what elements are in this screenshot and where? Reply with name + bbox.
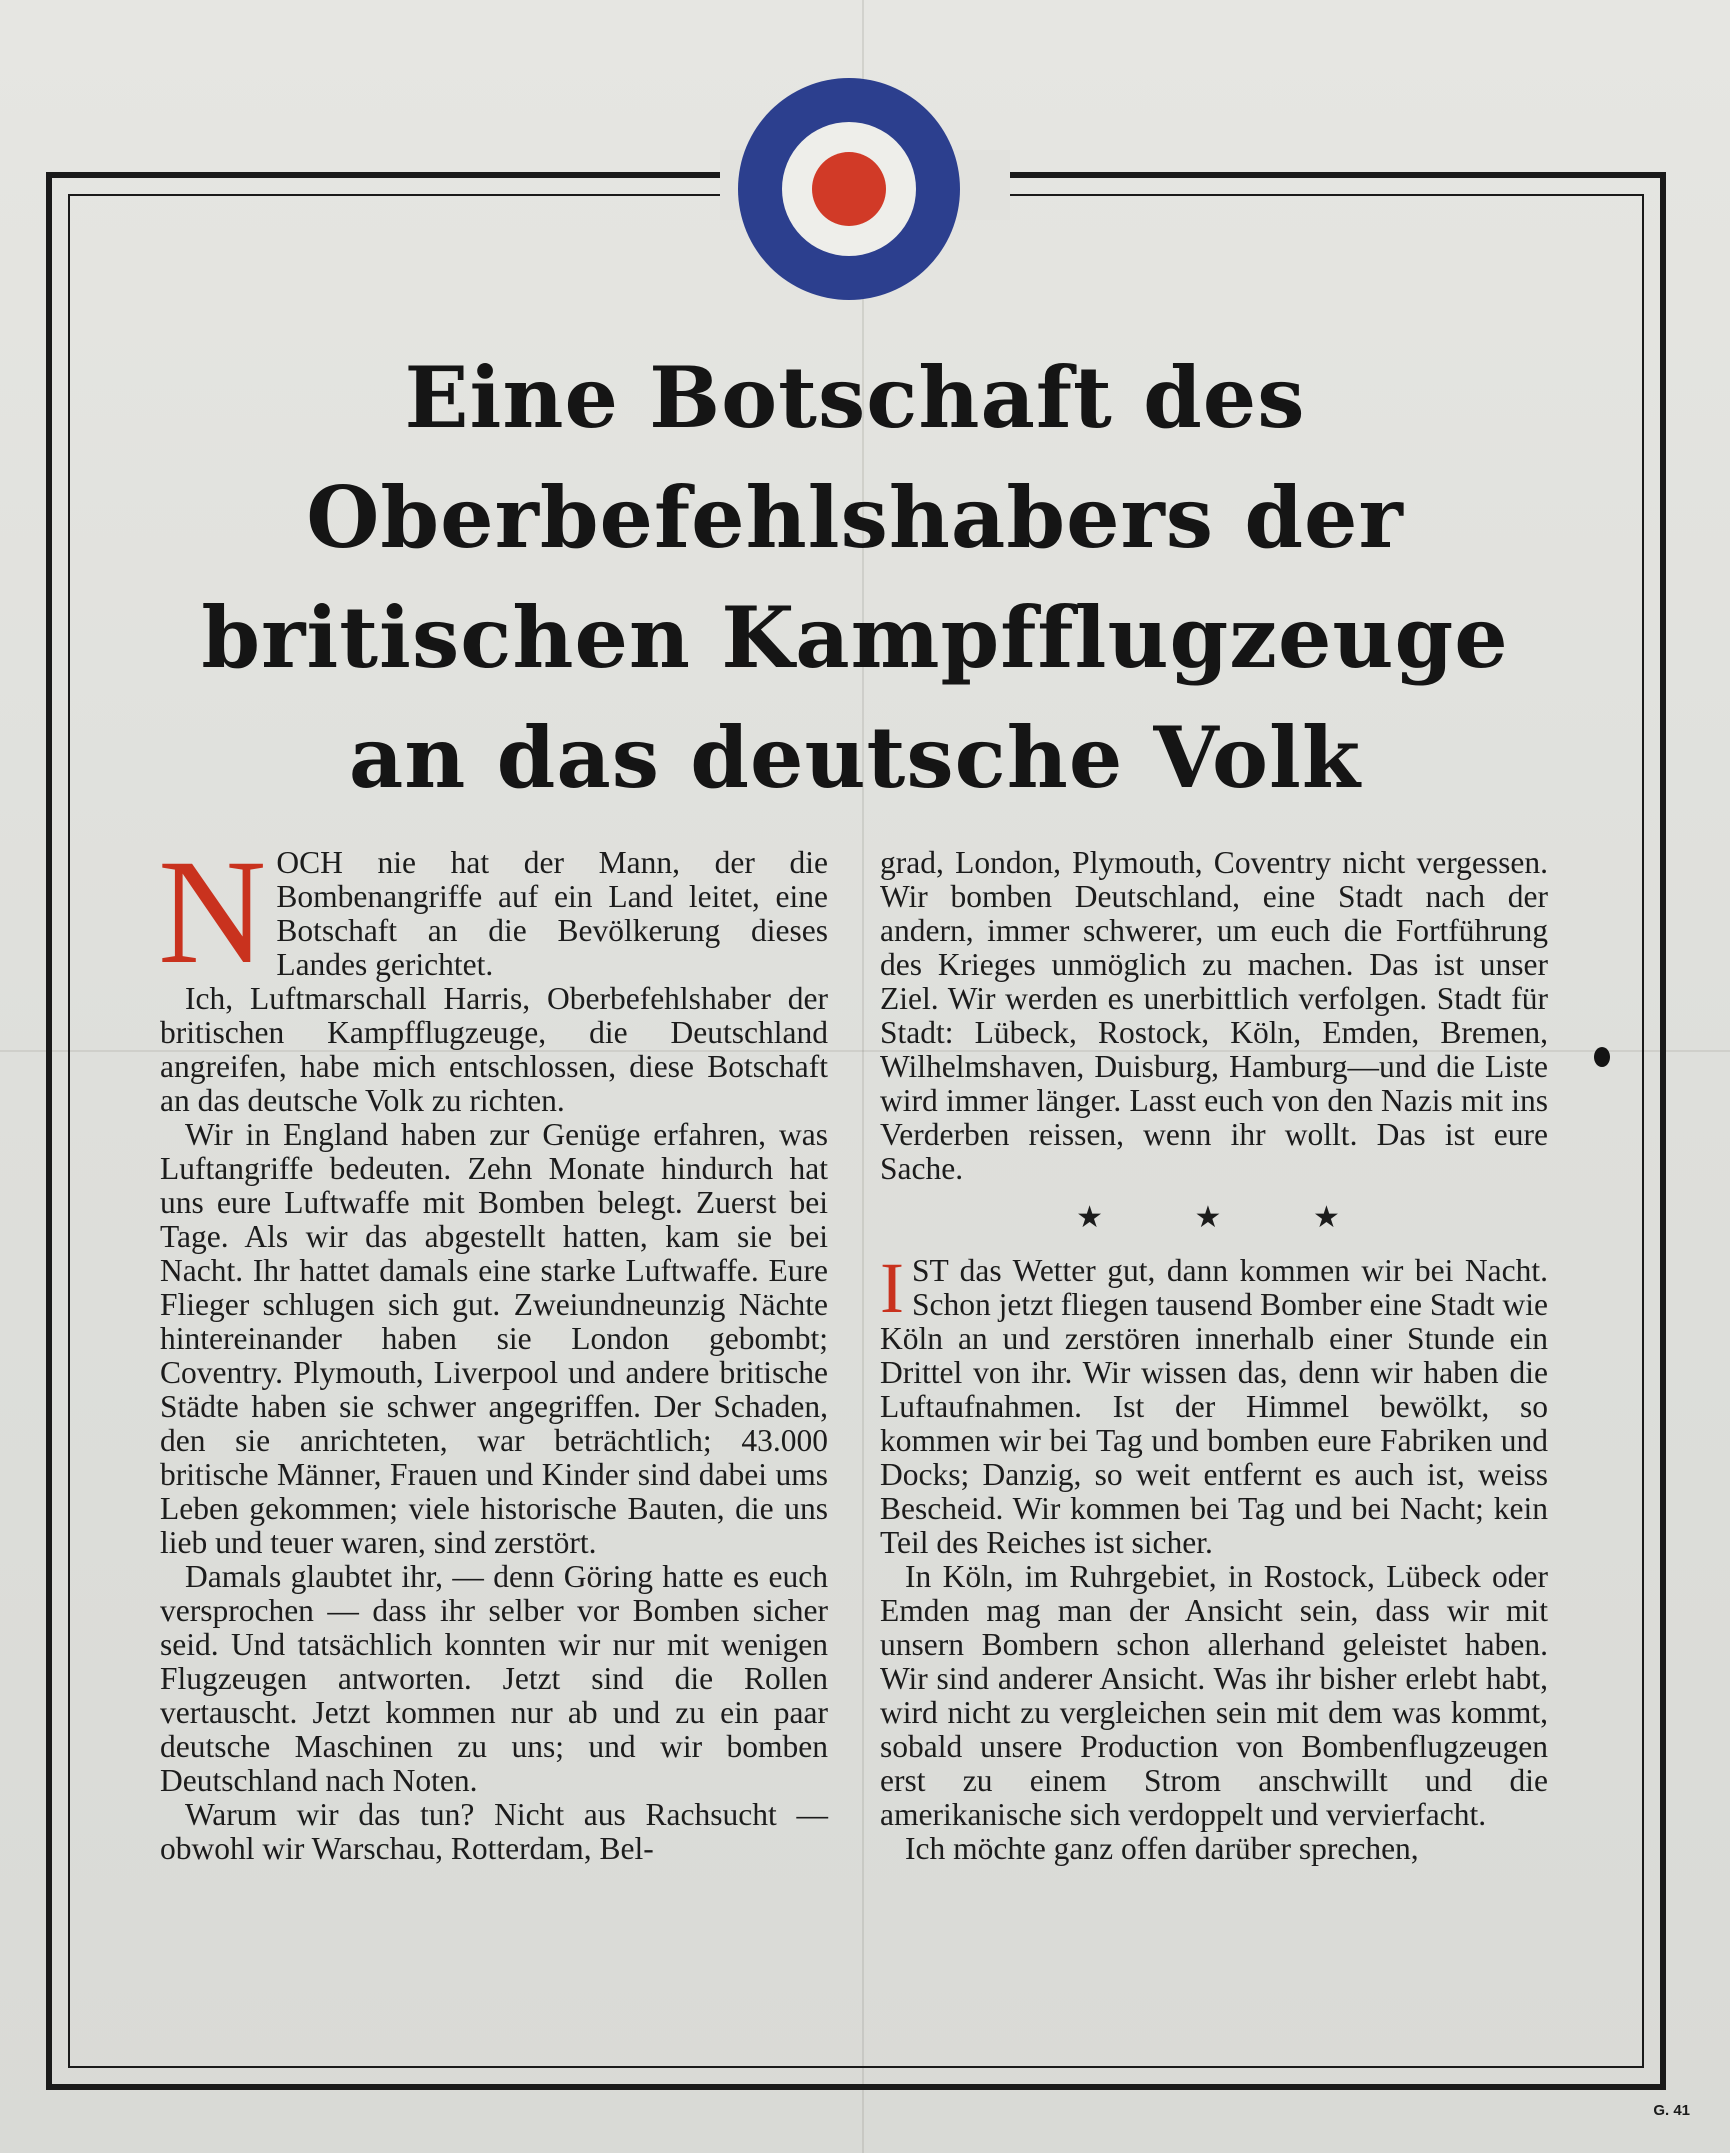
dropcap-i: I — [880, 1248, 904, 1328]
paragraph: Damals glaubtet ihr, — denn Göring hatte es euch versprochen — dass ihr selber vor Bomben sicher seid. Und tatsächlich konnten wir nur mit wenigen Flugzeugen antworten. Jetzt sind die Rollen vertauscht. Jetzt kommen nur ab und zu ein paar deutsche Maschinen zu uns; und wir bomben Deutschland nach Noten. — [160, 1559, 828, 1798]
paragraph: OCH nie hat der Mann, der die Bombenangriffe auf ein Land leitet, eine Botschaft an die Bevölkerung dieses Landes gerichtet. — [276, 845, 828, 982]
headline-line-1: Eine Botschaft des — [404, 348, 1306, 447]
paragraph: Wir in England haben zur Genüge erfahren, was Luftangriffe bedeuten. Zehn Monate hindurch hat uns eure Luftwaffe mit Bomben belegt. Zuerst bei Tage. Als wir das abgestellt hatten, kam sie bei Nacht. Ihr hattet damals eine starke Luftwaffe. Eure Flieger schlugen sich gut. Zweiundneunzig Nächte hintereinander haben sie London gebombt; Coventry. Plymouth, Liverpool und andere britische Städte haben sie schwer angegriffen. Der Schaden, den sie anrichteten, war beträchtlich; 43.000 britische Männer, Frauen und Kinder sind dabei ums Leben gekommen; viele historische Bauten, die uns lieb und teuer waren, sind zerstört. — [160, 1117, 828, 1560]
paragraph: In Köln, im Ruhrgebiet, in Rostock, Lübeck oder Emden mag man der Ansicht sein, dass wir mit unsern Bombern schon allerhand geleistet haben. Wir sind anderer Ansicht. Was ihr bisher erlebt habt, wird nicht zu vergleichen sein mit dem was kommt, sobald unsere Production von Bombenflugzeugen erst zu einem Strom anschwillt und die amerikanische sich verdoppelt und vervierfacht. — [880, 1559, 1548, 1832]
paragraph: Ich möchte ganz offen darüber sprechen, — [905, 1831, 1419, 1866]
star-separator: ★ ★ ★ — [1076, 1201, 1382, 1234]
paragraph: Ich, Luftmarschall Harris, Oberbefehlshaber der britischen Kampfflugzeuge, die Deutschland angreifen, habe mich entschlossen, diese Botschaft an das deutsche Volk zu richten. — [160, 981, 828, 1118]
paragraph: Warum wir das tun? Nicht aus Rachsucht — obwohl wir Warschau, Rotterdam, Bel- — [160, 1797, 828, 1866]
ink-blot — [1594, 1047, 1610, 1067]
headline-line-3: britischen Kampfflugzeuge — [201, 588, 1509, 687]
left-column — [158, 829, 828, 1866]
paragraph: grad, London, Plymouth, Coventry nicht vergessen. Wir bomben Deutschland, eine Stadt nach der andern, immer schwerer, um euch die Fortführung des Krieges unmöglich zu machen. Das ist unser Ziel. Wir werden es unerbittlich verfolgen. Stadt für Stadt: Lübeck, Rostock, Köln, Emden, Bremen, Wilhelmshaven, Duisburg, Hamburg—und die Liste wird immer länger. Lasst euch von den Nazis mit ins Verderben reissen, wenn ihr wollt. Das ist eure Sache. — [880, 845, 1548, 1186]
roundel-red-center — [812, 152, 886, 226]
paragraph: ST das Wetter gut, dann kommen wir bei Nacht. Schon jetzt fliegen tausend Bomber eine Stadt wie Köln an und zerstören innerhalb einer Stunde ein Drittel von ihr. Wir wissen das, denn wir haben die Luftaufnahmen. Ist der Himmel bewölkt, so kommen wir bei Tag und bomben eure Fabriken und Docks; Danzig, so weit entfernt es auch ist, weiss Bescheid. Wir kommen bei Tag und bei Nacht; kein Teil des Reiches ist sicher. — [880, 1253, 1548, 1560]
print-code: G. 41 — [1653, 2102, 1690, 2119]
dropcap-n: N — [158, 829, 267, 995]
headline-line-2: Oberbefehlshabers der — [306, 468, 1404, 567]
headline — [80, 338, 1630, 818]
right-column — [880, 846, 1548, 1866]
headline-line-4: an das deutsche Volk — [348, 708, 1362, 807]
